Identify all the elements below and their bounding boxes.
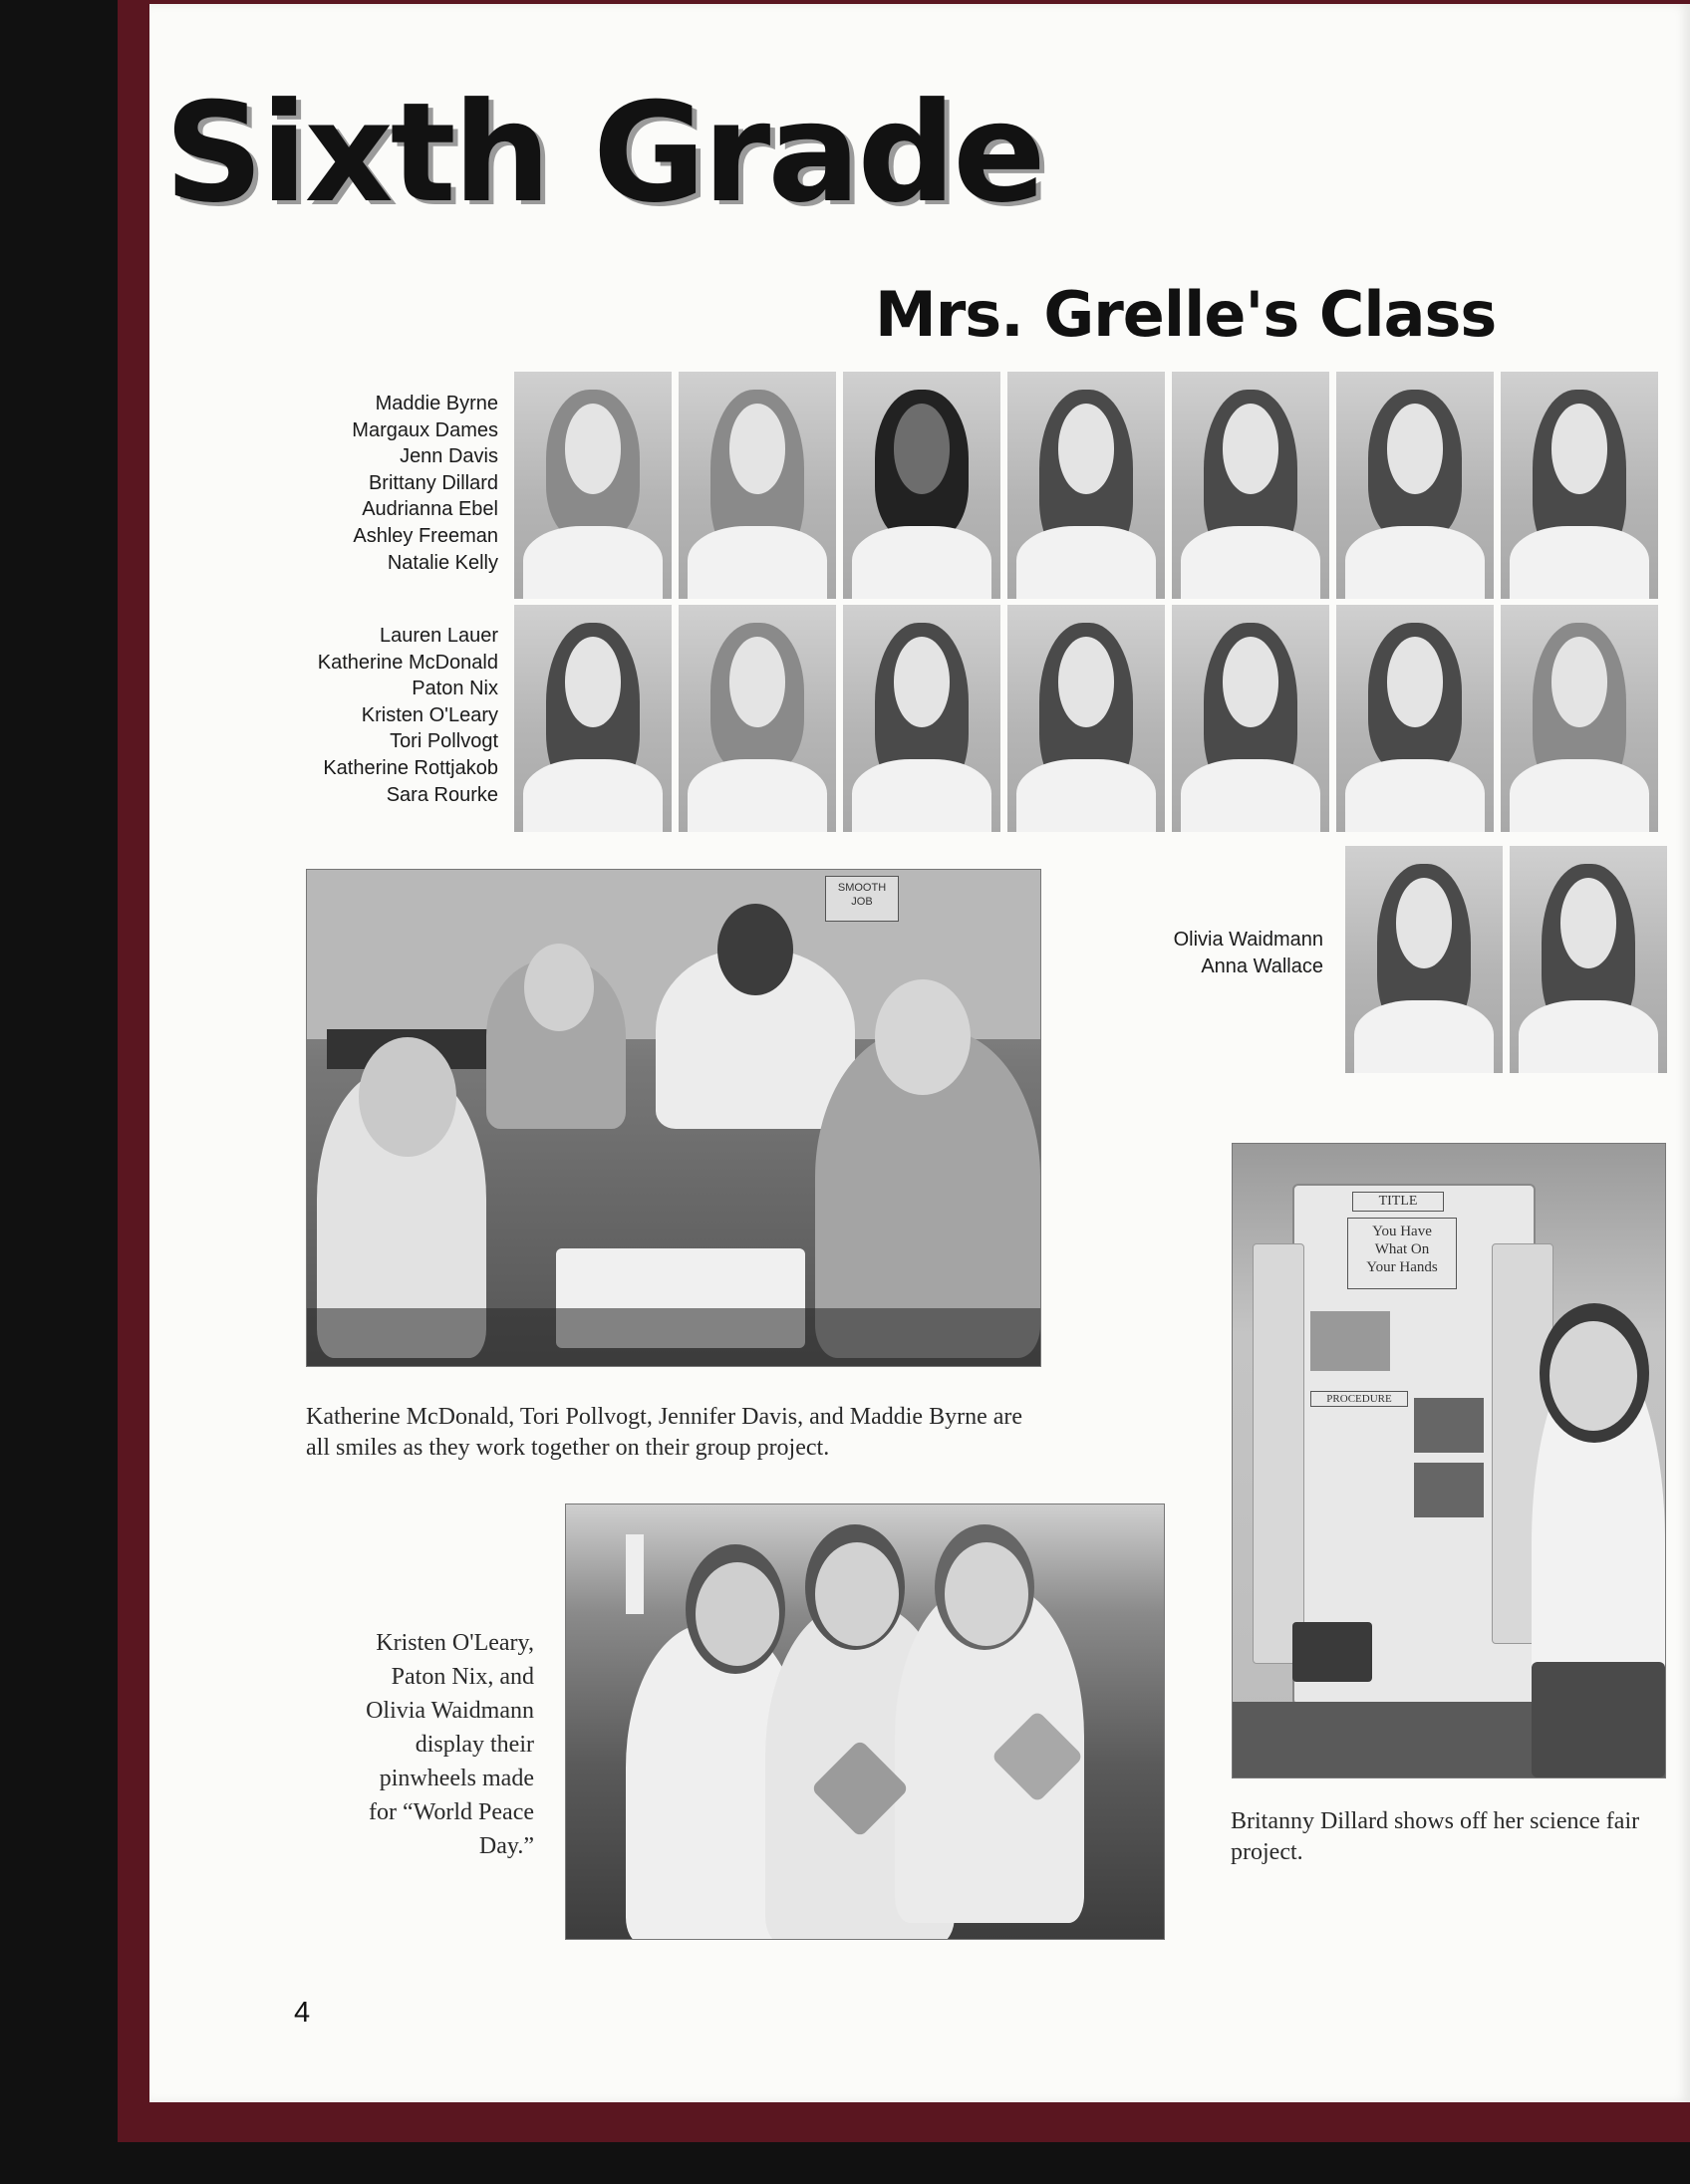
class-subtitle: Mrs. Grelle's Class <box>875 278 1497 351</box>
board-heading-line: What On <box>1374 1241 1430 1257</box>
student-portrait <box>1007 605 1165 832</box>
science-fair-caption: Britanny Dillard shows off her science fair project. <box>1231 1808 1640 1865</box>
board-title-label: TITLE <box>1352 1192 1444 1212</box>
student-portrait <box>1336 605 1494 832</box>
board-heading-line: You Have <box>1372 1224 1432 1239</box>
student-name: Sara Rourke <box>386 783 498 806</box>
caption-line: Day.” <box>478 1833 534 1859</box>
student-name: Katherine McDonald <box>317 651 498 674</box>
board-procedure-label: PROCEDURE <box>1310 1391 1408 1407</box>
poster-sign-line: JOB <box>851 896 873 908</box>
student-portrait <box>1501 605 1658 832</box>
student-portrait <box>679 372 836 599</box>
roster-row-3-names <box>1174 927 1323 979</box>
portrait-grid <box>514 372 1658 832</box>
student-portrait <box>1007 372 1165 599</box>
student-portrait <box>514 372 672 599</box>
student-portrait <box>1501 372 1658 599</box>
student-portrait <box>1172 372 1329 599</box>
caption-line: pinwheels made <box>379 1766 534 1791</box>
student-name: Olivia Waidmann <box>1173 929 1323 951</box>
science-fair-photo <box>1232 1143 1666 1778</box>
student-portrait <box>843 372 1000 599</box>
student-name: Kristen O'Leary <box>361 703 498 726</box>
pinwheels-photo <box>565 1503 1165 1940</box>
caption-line: Kristen O'Leary, <box>376 1630 534 1656</box>
roster-row-2-names <box>318 623 498 808</box>
group-project-caption: Katherine McDonald, Tori Pollvogt, Jennifer Davis, and Maddie Byrne are all smiles as they work together on their group project. <box>306 1404 1023 1461</box>
page-number: 4 <box>294 1997 311 2029</box>
student-name: Anna Wallace <box>1201 955 1323 977</box>
student-name: Lauren Lauer <box>380 625 498 647</box>
caption-line: Olivia Waidmann <box>366 1698 534 1724</box>
caption-line: for “World Peace <box>369 1799 534 1825</box>
board-heading-line: Your Hands <box>1366 1259 1438 1275</box>
student-portrait <box>1510 846 1667 1073</box>
caption-line: Paton Nix, and <box>391 1664 534 1690</box>
student-portrait <box>1336 372 1494 599</box>
student-name: Audrianna Ebel <box>362 498 498 521</box>
student-name: Tori Pollvogt <box>390 730 498 753</box>
student-portrait <box>679 605 836 832</box>
page-title: Sixth Grade <box>164 73 1043 233</box>
poster-sign <box>825 876 899 922</box>
student-portrait <box>843 605 1000 832</box>
student-portrait <box>1172 605 1329 832</box>
pinwheels-caption <box>329 1626 534 1863</box>
student-name: Natalie Kelly <box>387 551 498 574</box>
group-project-photo <box>306 869 1041 1367</box>
student-name: Ashley Freeman <box>353 524 498 547</box>
student-name: Margaux Dames <box>352 418 498 441</box>
student-name: Brittany Dillard <box>368 471 498 494</box>
student-name: Jenn Davis <box>400 445 498 468</box>
student-portrait <box>1345 846 1503 1073</box>
poster-sign-line: SMOOTH <box>837 882 887 894</box>
student-portrait <box>514 605 672 832</box>
student-name: Maddie Byrne <box>375 393 498 414</box>
student-name: Katherine Rottjakob <box>323 756 498 779</box>
student-name: Paton Nix <box>412 678 498 700</box>
roster-row-1-names <box>352 391 498 576</box>
caption-line: display their <box>415 1732 534 1758</box>
board-heading <box>1347 1218 1457 1289</box>
